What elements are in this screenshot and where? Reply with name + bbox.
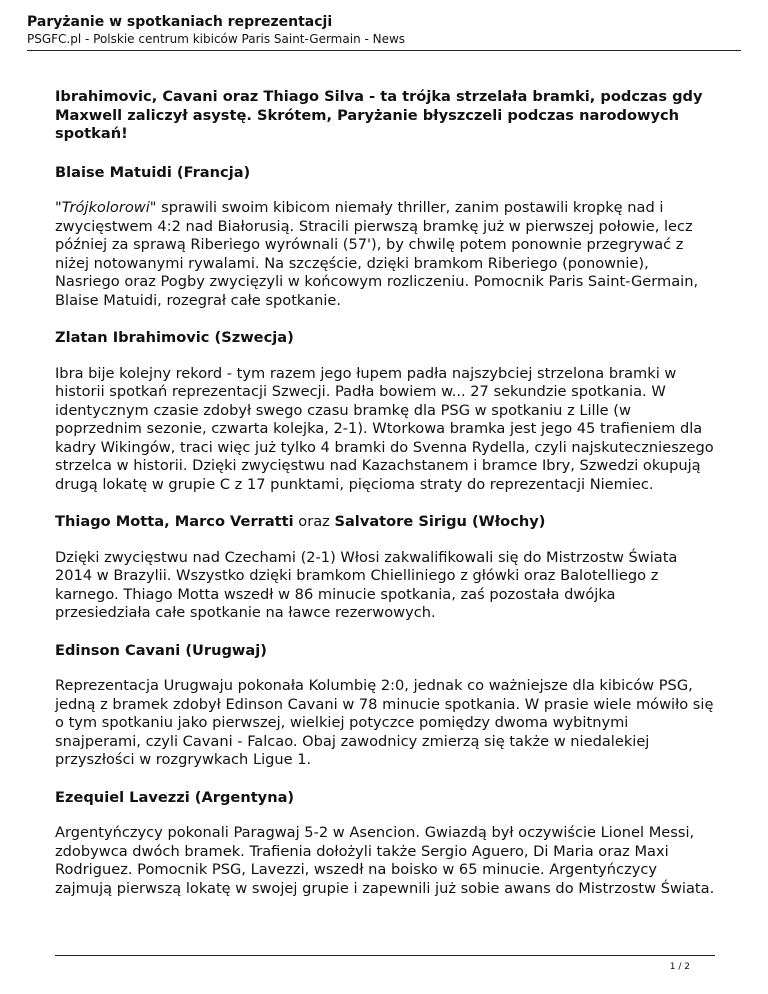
section-heading-matuidi: Blaise Matuidi (Francja) xyxy=(55,163,251,181)
heading-player-country: Salvatore Sirigu (Włochy) xyxy=(334,513,546,530)
section-text-matuidi xyxy=(55,199,715,310)
section-heading-cavani: Edinson Cavani (Urugwaj) xyxy=(55,641,267,659)
article-lead: Ibrahimovic, Cavani oraz Thiago Silva - ta trójka strzelała bramki, podczas gdy Maxwell zaliczył asystę. Skrótem, Paryżanie błyszczeli podczas narodowych spotkań! xyxy=(55,88,703,142)
document-subtitle: PSGFC.pl - Polskie centrum kibiców Paris Saint-Germain - News xyxy=(27,32,406,46)
section-text-rest: " sprawili swoim kibicom niemały thriller, zanim postawili kropkę nad i zwycięstwem 4:2 nad Białorusią. Stracili pierwszą bramkę już w pierwszej połowie, lecz później za sprawą Riberiego wyrównali (57'), by chwilę potem ponownie przegrywać z niżej notowanymi rywalami. Na szczęście, dzięki bramkom Riberiego (ponownie), Nasriego oraz Pogby zwycięzyli w końcowym rozliczeniu. Pomocnik Paris Saint-Germain, Blaise Matuidi, rozegrał całe spotkanie. xyxy=(55,199,699,309)
section-text-ibrahimovic: Ibra bije kolejny rekord - tym razem jego łupem padła najszybciej strzelona bramki w historii spotkań reprezentacji Szwecji. Padła bowiem w... 27 sekundzie spotkania. W identycznym czasie zdobył swego czasu bramkę dla PSG w spotkaniu z Lille (w poprzednim sezonie, czwarta kolejka, 2-1). Wtorkowa bramka jest jego 45 trafieniem dla kadry Wikingów, traci więc już tylko 4 bramki do Svenna Rydella, czyli najskutecznieszego strzelca w historii. Dzięki zwycięstwu nad Kazachstanem i bramce Ibry, Szwedzi okupują drugą lokatę w grupie C z 17 punktami, pięcioma straty do reprezentacji Niemiec. xyxy=(55,364,714,493)
footer-divider xyxy=(55,955,715,956)
section-text-cavani: Reprezentacja Urugwaju pokonała Kolumbię 2:0, jednak co ważniejsze dla kibiców PSG, jedną z bramek zdobył Edinson Cavani w 78 minucie spotkania. W prasie wiele mówiło się o tym spotkaniu jako pierwszej, wielkiej potyczce pomiędzy dwoma wybitnymi snajperami, czyli Cavani - Falcao. Obaj zawodnicy zmierzą się także w niedalekiej przyszłości w rozgrywkach Ligue 1. xyxy=(55,677,714,768)
document-title: Paryżanie w spotkaniach reprezentacji xyxy=(27,14,333,30)
quote-open: " xyxy=(55,199,62,216)
article-body xyxy=(55,88,715,917)
document-header xyxy=(27,14,741,47)
heading-conjunction: oraz xyxy=(293,513,335,530)
section-text-lavezzi: Argentyńczycy pokonali Paragwaj 5-2 w Asencion. Gwiazdą był oczywiście Lionel Messi, zdobywca dwóch bramek. Trafienia dołożyli także Sergio Aguero, Di Maria oraz Maxi Rodriguez. Pomocnik PSG, Lavezzi, wszedł na boisko w 65 minucie. Argentyńczycy zajmują pierwszą lokatę w swojej grupie i zapewnili już sobie awans do Mistrzostw Świata. xyxy=(55,824,715,897)
section-heading-lavezzi: Ezequiel Lavezzi (Argentyna) xyxy=(55,788,295,806)
heading-players: Thiago Motta, Marco Verratti xyxy=(55,513,294,530)
italic-term: Trójkolorowi xyxy=(61,199,150,216)
section-heading-ibrahimovic: Zlatan Ibrahimovic (Szwecja) xyxy=(55,329,294,346)
section-text-italy: Dzięki zwycięstwu nad Czechami (2-1) Włosi zakwalifikowali się do Mistrzostw Świata 2014 w Brazylii. Wszystko dzięki bramkom Chielliniego z główki oraz Balotelliego z karnego. Thiago Motta wszedł w 86 minucie spotkania, zaś pozostała dwójka przesiedziała całe spotkanie na ławce rezerwowych. xyxy=(55,548,678,621)
page-number: 1 / 2 xyxy=(669,962,690,972)
header-divider xyxy=(27,50,741,51)
section-heading-italy xyxy=(55,513,715,532)
